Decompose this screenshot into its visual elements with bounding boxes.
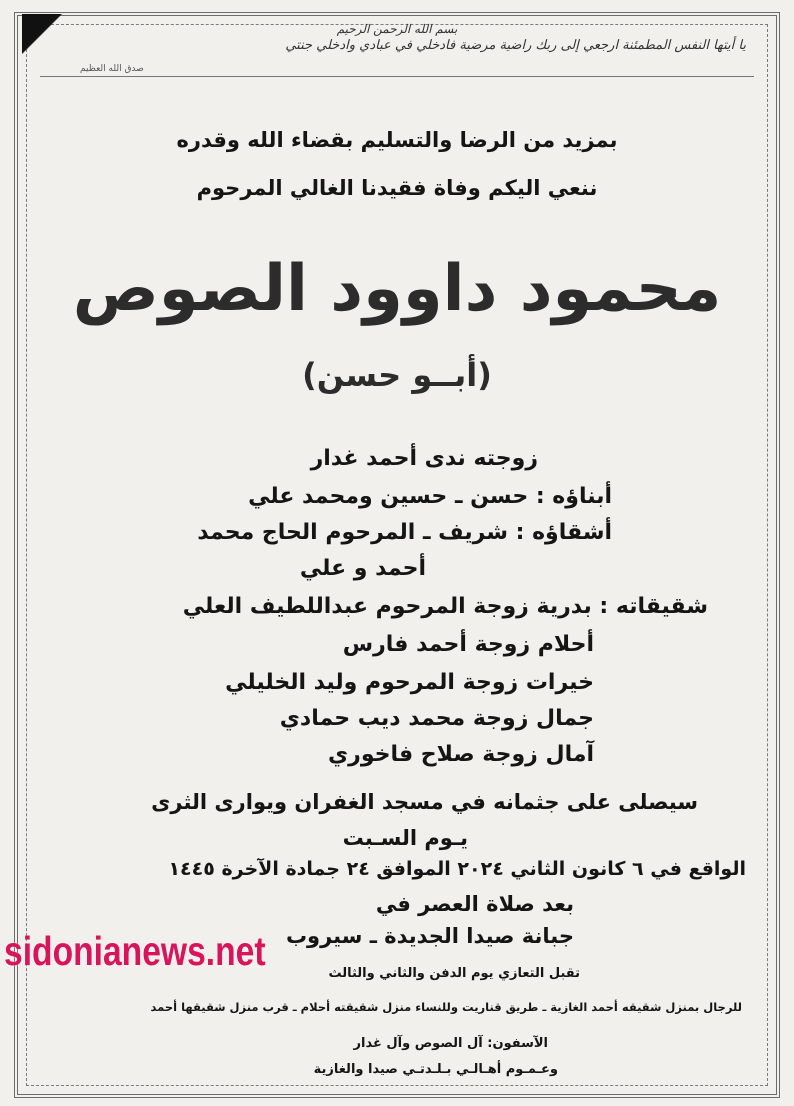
verse-reference: صدق الله العظيم xyxy=(80,64,144,74)
sisters-line-2: أحلام زوجة أحمد فارس xyxy=(342,632,594,657)
sisters-line-3: خيرات زوجة المرحوم وليد الخليلي xyxy=(225,670,594,695)
brothers-line-1: أشقاؤه : شريف ـ المرحوم الحاج محمد xyxy=(197,520,612,545)
site-watermark: sidonianews.net xyxy=(4,928,266,974)
deceased-name: محمود داوود الصوص xyxy=(72,252,722,326)
condolences-days: تقبل التعازي يوم الدفن والثاني والثالث xyxy=(328,966,580,981)
intro-line-2: ننعي اليكم وفاة فقيدنا الغالي المرحوم xyxy=(196,176,598,200)
funeral-date: الواقع في ٦ كانون الثاني ٢٠٢٤ الموافق ٢٤ جمادة الآخرة ١٤٤٥ xyxy=(168,858,746,880)
sons-line: أبناؤه : حسن ـ حسين ومحمد علي xyxy=(248,484,612,509)
intro-line-1: بمزيد من الرضا والتسليم بقضاء الله وقدره xyxy=(176,128,618,152)
brothers-line-2: أحمد و علي xyxy=(299,556,426,581)
sisters-line-5: آمال زوجة صلاح فاخوري xyxy=(328,742,594,767)
basmala: بسم الله الرحمن الرحيم xyxy=(336,22,458,36)
funeral-time: بعد صلاة العصر في xyxy=(375,892,574,916)
wife-line: زوجته ندى أحمد غدار xyxy=(310,446,538,471)
sisters-line-1: شقيقاته : بدرية زوجة المرحوم عبداللطيف العلي xyxy=(182,594,708,619)
quran-verse: يا أيتها النفس المطمئنة ارجعي إلى ربك راضية مرضية فادخلي في عبادي وادخلي جنتي xyxy=(285,38,746,53)
mourners-towns: وعـمـوم أهـالـي بـلـدتـي صيدا والغازية xyxy=(313,1062,558,1077)
funeral-line-1: سيصلى على جثمانه في مسجد الغفران ويوارى الثرى xyxy=(151,790,698,814)
funeral-day: يـوم السـبت xyxy=(342,826,468,850)
deceased-kunya: (أبــو حسن) xyxy=(302,356,492,394)
condolences-locations: للرجال بمنزل شقيقه أحمد الغازية ـ طريق قناريت وللنساء منزل شقيقته أحلام ـ قرب منزل شقيقها أحمد xyxy=(150,1000,742,1014)
mourners-families: الآسفون: آل الصوص وآل غدار xyxy=(353,1036,548,1051)
sisters-line-4: جمال زوجة محمد ديب حمادي xyxy=(279,706,594,731)
header-divider xyxy=(40,76,754,77)
funeral-place: جبانة صيدا الجديدة ـ سيروب xyxy=(285,924,574,948)
